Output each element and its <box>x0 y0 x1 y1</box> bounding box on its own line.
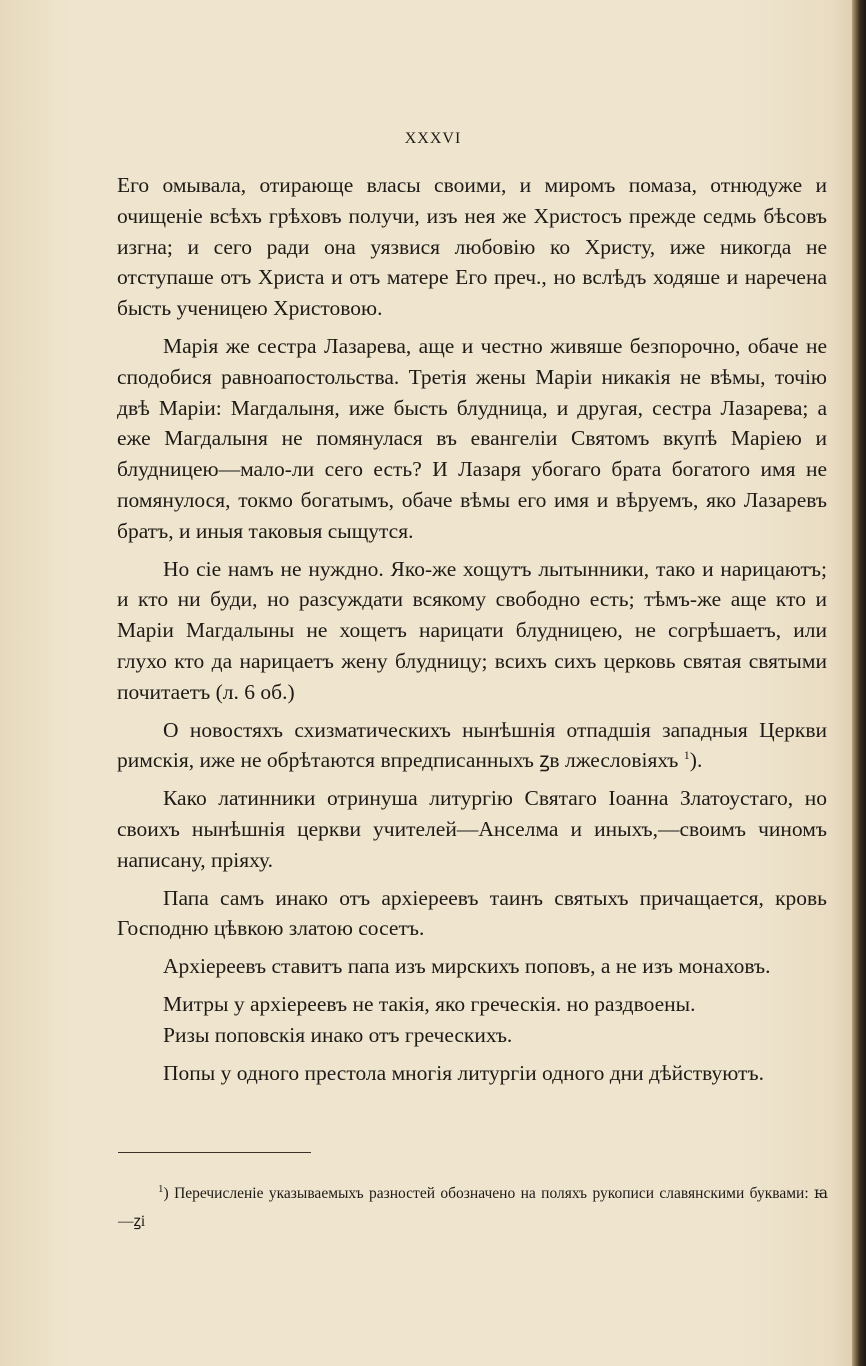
paragraph: Но сіе намъ не нуждно. Яко-же хощутъ лытынники, тако и нарицаютъ; и кто ни буди, но разсуждати всякому свободно есть; тѣмъ-же аще кто и Маріи Магдалыны не хощетъ нарицати блудницею, не согрѣшаетъ, или глухо кто да нарицаетъ жену блудницу; всихъ сихъ церковь святая святыми почитаетъ (л. 6 об.) <box>117 556 827 704</box>
footnote-marker: 1 <box>683 748 690 763</box>
paragraph: Марія же сестра Лазарева, аще и честно живяше безпорочно, обаче не сподобися равноапостольства. Третія жены Маріи никакія не вѣмы, точію двѣ Маріи: Магдалыня, иже бысть блудница, и другая, сестра Лазарева; а еже Магдалыня не помянулася въ евангеліи Святомъ вкупѣ Маріею и блудницею—мало-ли сего есть? И Лазаря убогаго брата богатого имя не помянулося, токмо богатымъ, обаче вѣмы его имя и вѣруемъ, яко Лазаревъ братъ, и иныя таковыя сыщутся. <box>117 333 827 543</box>
paragraph: Архіереевъ ставитъ папа изъ мирскихъ поповъ, а не изъ монаховъ. <box>163 954 771 979</box>
paragraph-text: О новостяхъ схизматическихъ нынѣшнія отпадшія западныя Церкви римскія, иже не обрѣтаются впредписанныхъ ꙁв лжесловіяхъ <box>117 717 827 773</box>
footnote-text: ) Перечисленіе указываемыхъ разностей обозначено на поляхъ рукописи славянскими буквами: ꙗ—ꙁі <box>118 1185 828 1230</box>
paragraph: Папа самъ инако отъ архіереевъ таинъ святыхъ причащается, кровь Господню цѣвкою златою сосетъ. <box>117 885 827 941</box>
book-spine-edge <box>852 0 866 1366</box>
footnote-divider <box>118 1152 311 1153</box>
page-number-header: XXXVI <box>404 130 462 147</box>
paragraph: Попы у одного престола многія литургіи одного дни дѣйствуютъ. <box>163 1060 764 1085</box>
body-text <box>117 170 827 1095</box>
paragraph-with-footnote <box>117 715 827 777</box>
footnote-ref-close: ). <box>689 748 703 773</box>
paragraph: Митры у архіереевъ не такія, яко греческія. но раздвоены. <box>163 991 696 1016</box>
footnote <box>118 1180 828 1236</box>
paragraph: Како латинники отринуша литургію Святаго Іоанна Златоустаго, но своихъ нынѣшнія церкви учителей—Анселма и иныхъ,—своимъ чиномъ написану, пріяху. <box>117 786 827 872</box>
paragraph: Его омывала, отирающе власы своими, и миромъ помаза, отнюдуже и очищеніе всѣхъ грѣховъ получи, изъ нея же Христосъ прежде седмь бѣсовъ изгна; и сего ради она уязвися любовію ко Христу, иже никогда не отступаше отъ Христа и отъ матере Его преч., но вслѣдъ ходяше и наречена бысть ученицею Христовою. <box>117 173 827 321</box>
paragraph: Ризы поповскія инако отъ греческихъ. <box>163 1022 513 1047</box>
footnote-number: 1 <box>158 1182 164 1195</box>
